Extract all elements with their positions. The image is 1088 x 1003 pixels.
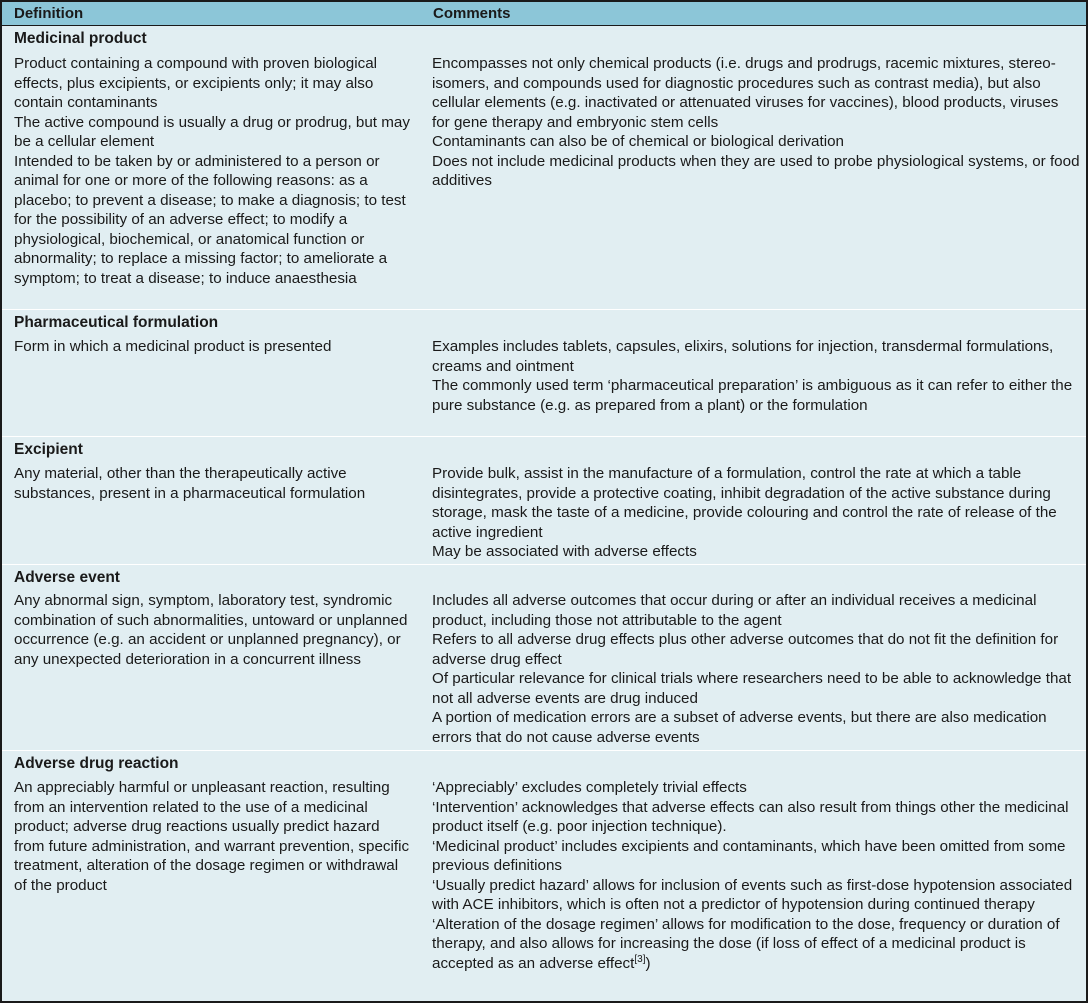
definition-item: Product containing a compound with proven biological effects, plus excipients, or excipients only; it may also contain contaminants	[14, 55, 378, 111]
definition-item: Intended to be taken by or administered to a person or animal for one or more of the following reasons: as a placebo; to prevent a disease; to make a diagnosis; to test for the possibility of an adverse effect; to modify a physiological, biochemical, or anatomical function or abnormality; to replace a missing factor; to ameliorate a symptom; to treat a disease; to induce anaesthesia	[14, 152, 406, 287]
section-divider	[2, 564, 1086, 565]
comment-item: Contaminants can also be of chemical or biological derivation	[432, 133, 844, 150]
section-title-medicinal-product: Medicinal product	[14, 30, 147, 47]
comment-item: Includes all adverse outcomes that occur during or after an individual receives a medicinal product, including those not attributable to the agent	[432, 592, 1037, 629]
closing-parenthesis: )	[645, 954, 651, 972]
comment-list-pharmaceutical-formulation	[432, 337, 1080, 415]
comment-item: Of particular relevance for clinical trials where researchers need to be able to acknowledge that not all adverse events are drug induced	[432, 670, 1072, 707]
definition-item: Any abnormal sign, symptom, laboratory test, syndromic combination of such abnormalities, untoward or unplanned occurrence (e.g. an accident or unplanned pregnancy), or any unexpected deterioration in a concurrent illness	[14, 592, 408, 668]
definition-list-pharmaceutical-formulation	[14, 337, 414, 357]
section-divider	[2, 750, 1086, 751]
comment-list-excipient	[432, 464, 1080, 562]
comment-item: A portion of medication errors are a subset of adverse events, but there are also medication errors that do not cause adverse events	[432, 709, 1047, 746]
comment-item: Refers to all adverse drug effects plus other adverse outcomes that do not fit the definition for adverse drug effect	[432, 631, 1059, 668]
definition-list-medicinal-product	[14, 54, 414, 288]
comment-item: Provide bulk, assist in the manufacture of a formulation, control the rate at which a table disintegrates, provide a protective coating, inhibit degradation of the active substance during storage, mask the taste of a medicine, provide colouring and control the rate of release of the active ingredient	[432, 465, 1057, 541]
comment-list-adverse-drug-reaction	[432, 778, 1080, 973]
reference-mark: [3]	[634, 953, 646, 965]
section-title-excipient: Excipient	[14, 441, 83, 458]
definition-item: The active compound is usually a drug or prodrug, but may be a cellular element	[14, 113, 410, 150]
comment-list-medicinal-product	[432, 54, 1080, 191]
comment-list-adverse-event	[432, 591, 1080, 747]
comments-column-header: Comments	[433, 5, 511, 22]
comment-item: ‘Intervention’ acknowledges that adverse effects can also result from things other the medicinal product itself (e.g. poor injection technique).	[432, 798, 1069, 835]
definition-item: Any material, other than the therapeutically active substances, present in a pharmaceutical formulation	[14, 465, 366, 502]
comment-item-with-reference	[432, 915, 1080, 974]
comment-item: Encompasses not only chemical products (i.e. drugs and prodrugs, racemic mixtures, stereo-isomers, and compounds used for diagnostic procedures such as contrast media), but also cellular elements (e.g. inactivated or attenuated viruses for vaccines), blood products, viruses for gene therapy and embryonic stem cells	[432, 55, 1059, 131]
comment-item: May be associated with adverse effects	[432, 543, 697, 560]
definition-list-adverse-drug-reaction	[14, 778, 414, 895]
definition-item: Form in which a medicinal product is presented	[14, 338, 332, 355]
definition-list-adverse-event	[14, 591, 414, 669]
comment-item: ‘Medicinal product’ includes excipients and contaminants, which have been omitted from some previous definitions	[432, 837, 1066, 874]
section-title-adverse-event: Adverse event	[14, 569, 120, 586]
section-divider	[2, 436, 1086, 437]
section-title-adverse-drug-reaction: Adverse drug reaction	[14, 755, 179, 772]
comment-item: The commonly used term ‘pharmaceutical preparation’ is ambiguous as it can refer to either the pure substance (e.g. as prepared from a plant) or the formulation	[432, 377, 1073, 414]
table-header	[2, 2, 1086, 26]
comment-item: ‘Appreciably’ excludes completely trivial effects	[432, 779, 747, 796]
definition-list-excipient	[14, 464, 414, 503]
comment-item: Does not include medicinal products when they are used to probe physiological systems, or food additives	[432, 152, 1080, 189]
section-title-pharmaceutical-formulation: Pharmaceutical formulation	[14, 314, 219, 331]
section-divider	[2, 309, 1086, 310]
definition-item: An appreciably harmful or unpleasant reaction, resulting from an intervention related to the use of a medicinal product; adverse drug reactions usually predict hazard from future administration, and warrant prevention, specific treatment, alteration of the dosage regimen or withdrawal of the product	[14, 779, 410, 894]
definition-column-header: Definition	[14, 5, 84, 22]
comment-text: ‘Alteration of the dosage regimen’ allows for modification to the dose, frequency or duration of therapy, and also allows for increasing the dose (if loss of effect of a medicinal product is accepted as an adverse effect	[432, 915, 1060, 972]
comment-item: ‘Usually predict hazard’ allows for inclusion of events such as first-dose hypotension associated with ACE inhibitors, which is often not a predictor of hypotension during continued therapy	[432, 876, 1073, 913]
comment-item: Examples includes tablets, capsules, elixirs, solutions for injection, transdermal formulations, creams and ointment	[432, 338, 1054, 375]
